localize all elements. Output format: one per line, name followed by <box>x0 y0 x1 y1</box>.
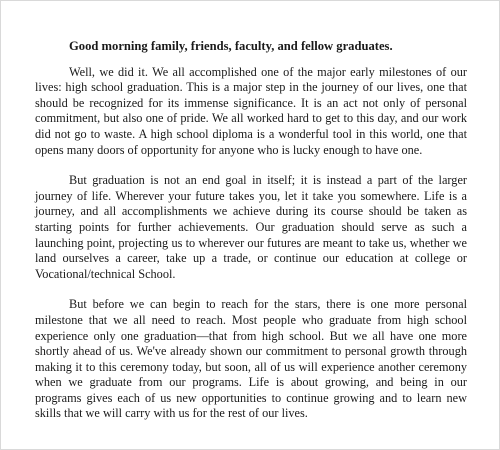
paragraph-1: Well, we did it. We all accomplished one of the major early milestones of our lives: high school graduation. This is a major step in the journey of our lives, one that should be recognized for its immense significance. It is an act not only of personal commitment, but also one of pride. We all worked hard to get to this day, and our work did not go to waste. A high school diploma is a wonderful tool in this world, one that opens many doors of opportunity for anyone who is lucky enough to have one. <box>35 64 467 157</box>
greeting-heading: Good morning family, friends, faculty, and fellow graduates. <box>69 39 393 53</box>
paragraph-2: But graduation is not an end goal in itself; it is instead a part of the larger journey of life. Wherever your future takes you, let it take you somewhere. Life is a journey, and all accomplishments we achieve during its course should be taken as starting points for further achievements. Our graduation should serve as such a launching point, projecting us to wherever our futures are meant to take us, whether we land ourselves a career, take up a trade, or continue our education at college or Vocational/technical School. <box>35 173 467 281</box>
paragraph-3: But before we can begin to reach for the stars, there is one more personal milestone that we all need to reach. Most people who graduate from high school experience only one graduation—that from high school. But we all have one more shortly ahead of us. We've already shown our commitment to personal growth through making it to this ceremony today, but soon, all of us will experience another ceremony when we graduate from our programs. Life is about growing, and being in our programs gives each of us new opportunities to continue growing and to learn new skills that we will carry with us for the rest of our lives. <box>35 297 467 421</box>
speech-body <box>35 39 467 437</box>
